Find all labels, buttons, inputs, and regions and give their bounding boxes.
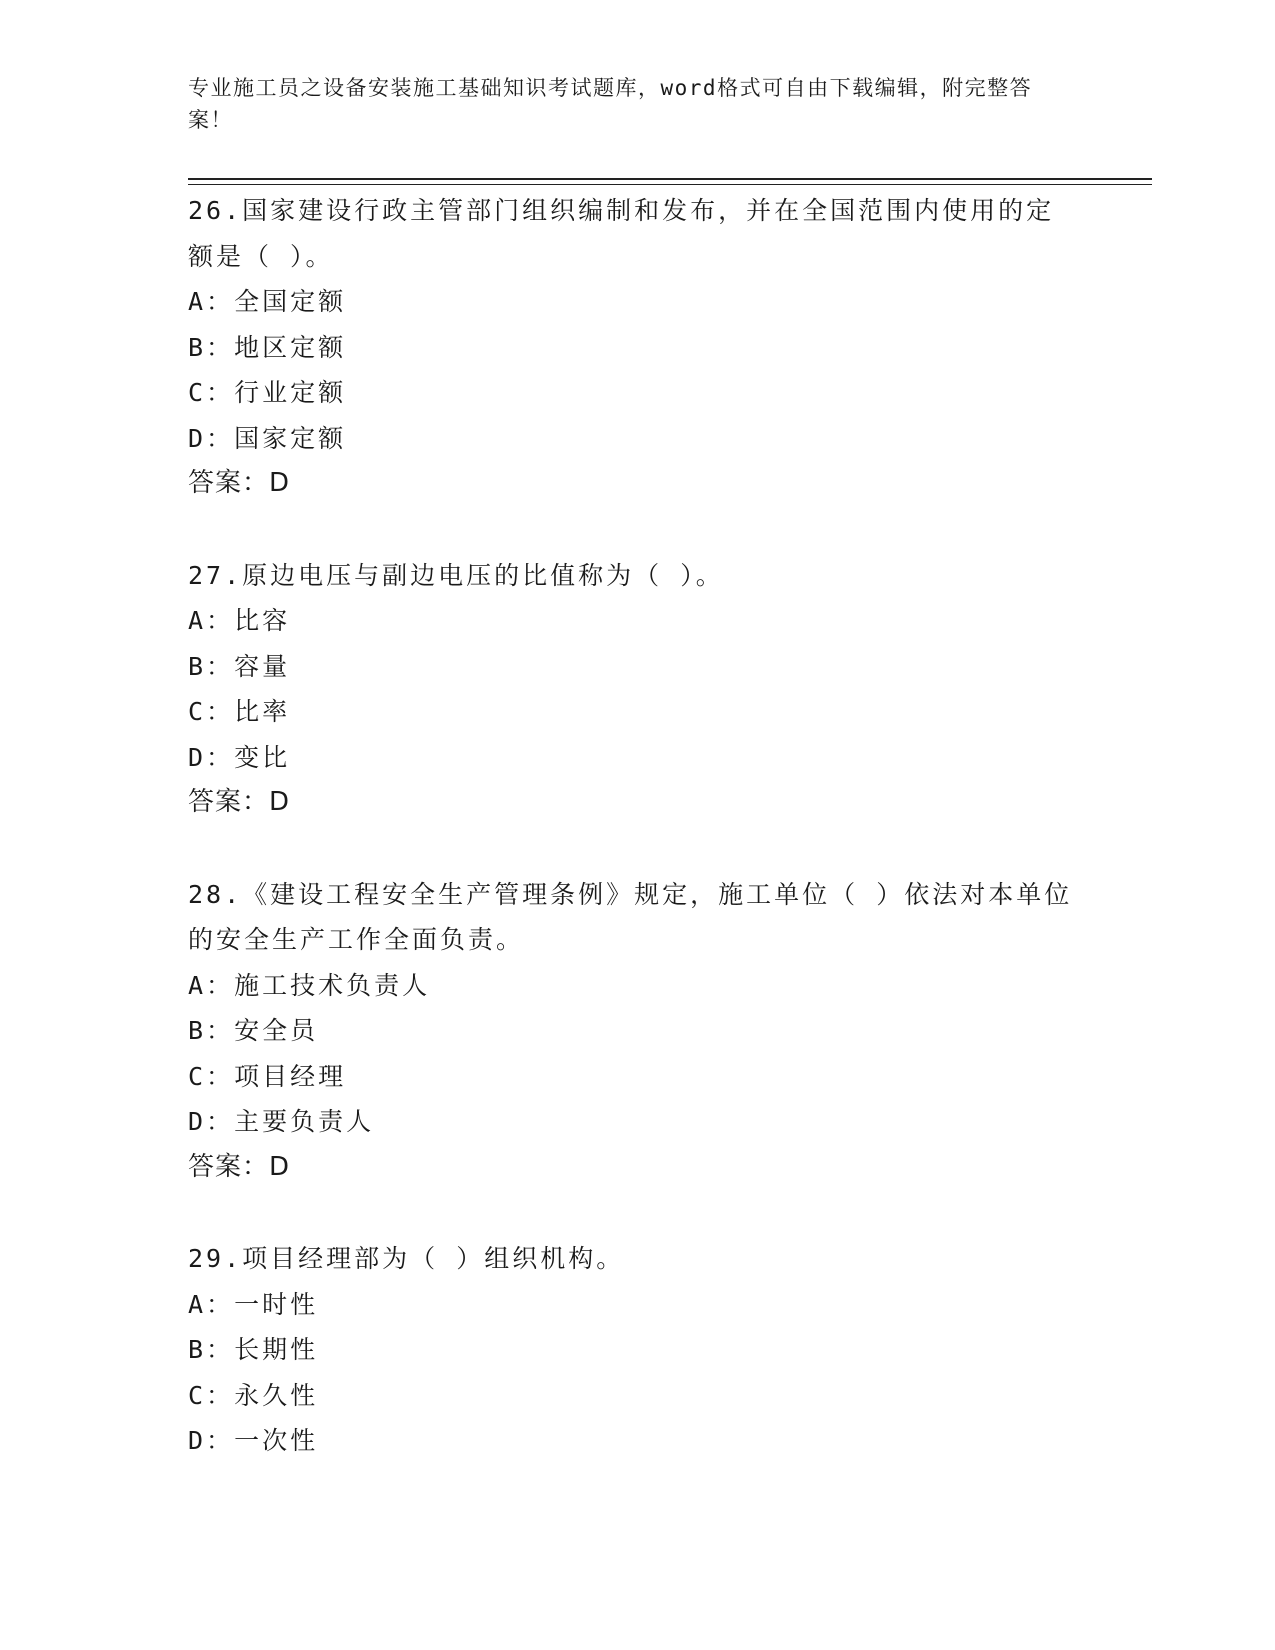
option-text: 施工技术负责人	[234, 970, 431, 1000]
option-text: 地区定额	[234, 332, 347, 362]
option-d	[188, 1099, 1088, 1145]
option-text: 容量	[234, 651, 291, 681]
option-letter: B：	[188, 1335, 235, 1364]
option-letter: A：	[188, 287, 235, 316]
option-text: 主要负责人	[234, 1107, 375, 1136]
answer-line: 答案：D	[188, 787, 291, 817]
option-c	[188, 689, 1088, 735]
question-stem: 28.《建设工程安全生产管理条例》规定，施工单位（ ）依法对本单位的安全生产工作全面负责。	[188, 879, 1073, 954]
option-a	[188, 279, 1088, 325]
question-29	[188, 1236, 1088, 1464]
option-d	[188, 416, 1088, 462]
option-letter: C：	[188, 697, 235, 726]
option-text: 永久性	[234, 1380, 319, 1410]
document-header: 专业施工员之设备安装施工基础知识考试题库，word格式可自由下载编辑，附完整答案！	[188, 76, 1033, 132]
option-b	[188, 644, 1088, 690]
option-c	[188, 1054, 1088, 1100]
option-letter: C：	[188, 1380, 235, 1410]
header-divider-thick	[188, 178, 1152, 180]
option-text: 一时性	[234, 1289, 319, 1319]
option-text: 国家定额	[234, 423, 347, 453]
answer-line: 答案：D	[188, 1151, 291, 1182]
option-text: 比率	[234, 697, 291, 726]
option-text: 一次性	[234, 1426, 319, 1455]
option-a	[188, 963, 1088, 1009]
option-text: 行业定额	[234, 378, 347, 407]
option-b	[188, 1008, 1088, 1054]
option-text: 项目经理	[234, 1061, 347, 1091]
option-letter: A：	[188, 1289, 235, 1319]
option-letter: C：	[188, 378, 235, 407]
question-26	[188, 188, 1088, 507]
option-a	[188, 1282, 1088, 1328]
question-27	[188, 553, 1088, 826]
option-letter: D：	[188, 1107, 235, 1136]
option-letter: C：	[188, 1061, 235, 1091]
option-b	[188, 325, 1088, 371]
answer-line: 答案：D	[188, 468, 291, 498]
option-d	[188, 735, 1088, 781]
option-letter: B：	[188, 1016, 235, 1045]
option-letter: A：	[188, 606, 235, 635]
option-text: 安全员	[234, 1016, 319, 1045]
option-letter: D：	[188, 423, 235, 453]
option-text: 比容	[234, 606, 291, 635]
option-text: 长期性	[234, 1335, 319, 1364]
option-c	[188, 370, 1088, 416]
option-b	[188, 1327, 1088, 1373]
option-letter: D：	[188, 742, 235, 772]
question-stem: 29.项目经理部为（ ）组织机构。	[188, 1244, 625, 1273]
option-c	[188, 1373, 1088, 1419]
question-list	[188, 188, 1088, 1510]
option-letter: A：	[188, 970, 235, 1000]
option-letter: B：	[188, 332, 235, 362]
option-text: 变比	[234, 742, 291, 772]
option-letter: D：	[188, 1426, 235, 1455]
question-stem: 27.原边电压与副边电压的比值称为（ ）。	[188, 560, 724, 590]
option-text: 全国定额	[234, 287, 347, 316]
question-stem: 26.国家建设行政主管部门组织编制和发布，并在全国范围内使用的定额是（ ）。	[188, 196, 1055, 271]
question-28	[188, 872, 1088, 1191]
option-letter: B：	[188, 651, 235, 681]
option-a	[188, 598, 1088, 644]
header-divider-thin	[188, 184, 1152, 185]
option-d	[188, 1418, 1088, 1464]
